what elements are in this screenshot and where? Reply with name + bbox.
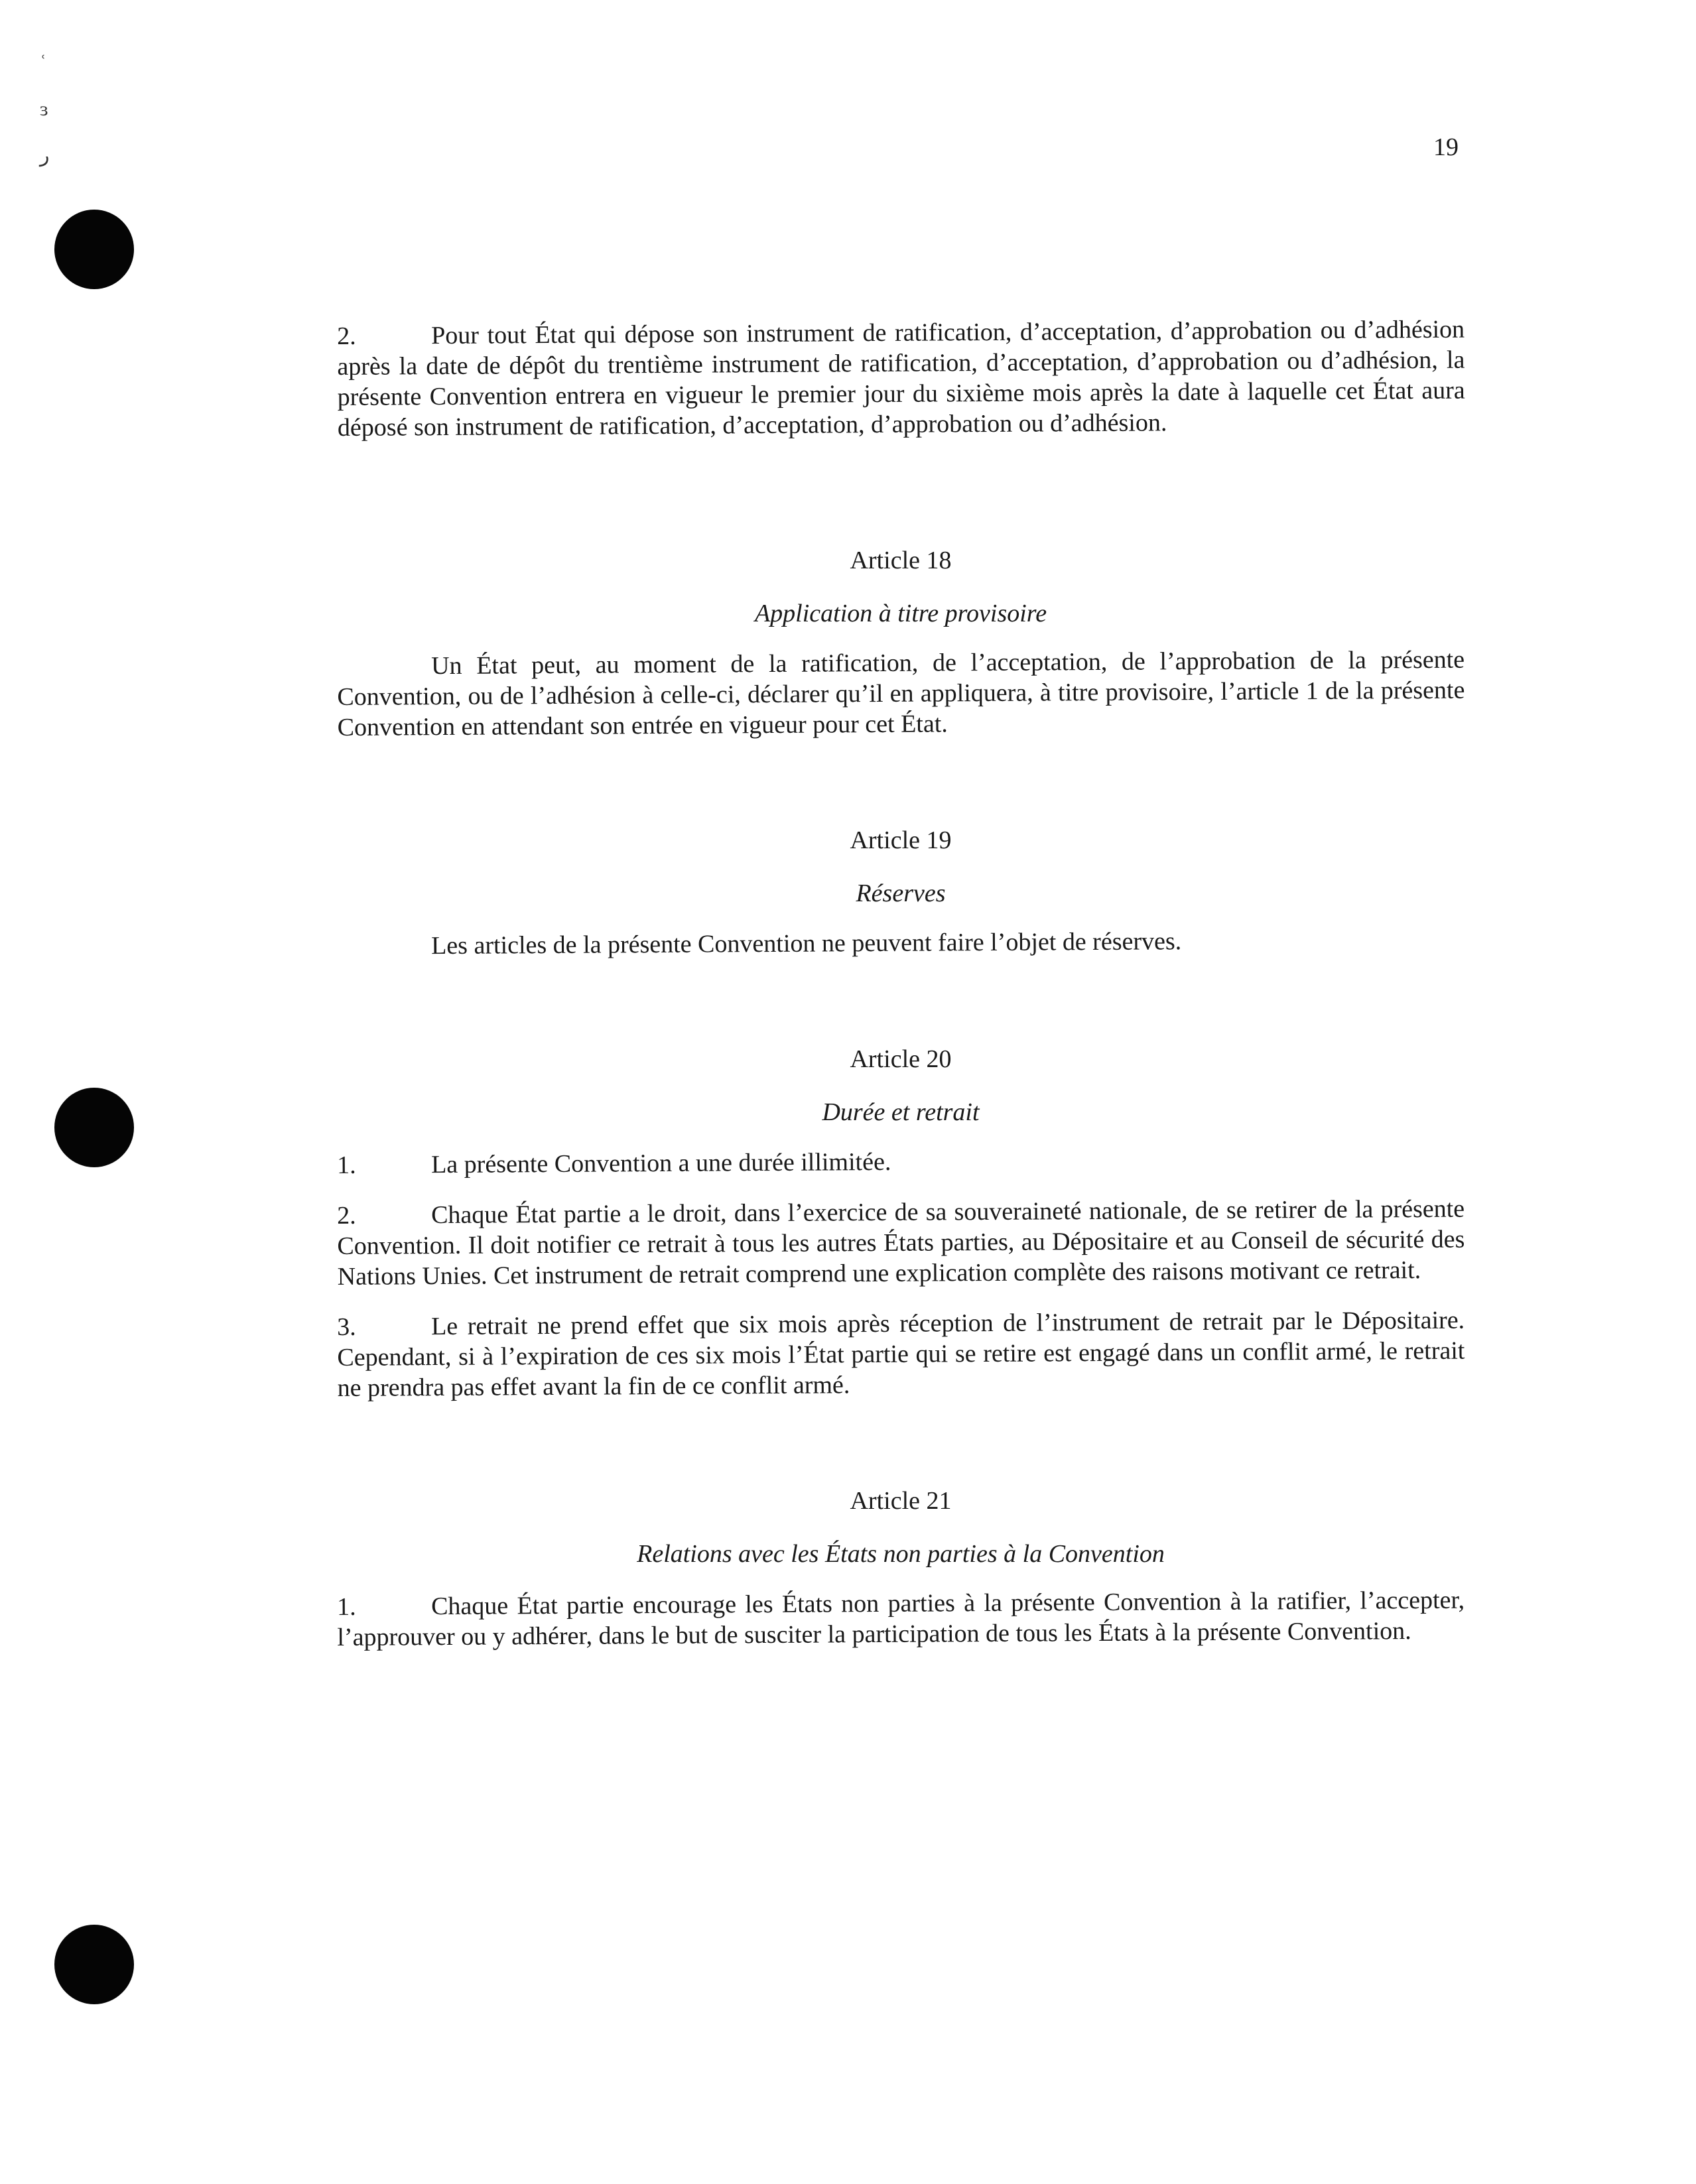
- article-heading: Article 19: [850, 826, 952, 854]
- paragraph-text: Le retrait ne prend effet que six mois après réception de l’instrument de retrait par le Dépositaire. Cependant, si à l’expiration de ces six mois l’État partie qui se retire est engagé dans un conflit armé, le retrait ne prendra pas effet avant la fin de ce conflit armé.: [337, 1306, 1465, 1402]
- paragraph: [337, 1194, 1465, 1292]
- article-title: Réserves: [856, 879, 946, 907]
- punch-hole: [54, 1925, 134, 2004]
- paragraph: [337, 1143, 1465, 1181]
- paragraph-number: 1.: [337, 1592, 356, 1621]
- paragraph-text: Chaque État partie encourage les États non parties à la présente Convention à la ratifier, l’accepter, l’approuver ou y adhérer, dans le but de susciter la participation de tous les États à la présente Convention.: [337, 1586, 1465, 1651]
- article-title: Application à titre provisoire: [754, 600, 1047, 627]
- paragraph-text: Chaque État partie a le droit, dans l’exercice de sa souveraineté nationale, de se retirer de la présente Convention. Il doit notifier ce retrait à tous les autres États parties, au Dépositaire et au Conseil de sécurité des Nations Unies. Cet instrument de retrait comprend une explication complète des raisons motivant ce retrait.: [337, 1194, 1465, 1291]
- paragraph-text: La présente Convention a une durée illimitée.: [431, 1147, 891, 1179]
- paragraph: [337, 1585, 1465, 1653]
- paragraph: [337, 925, 1465, 962]
- paragraph-text: Pour tout État qui dépose son instrument de ratification, d’acceptation, d’approbation ou d’adhésion après la date de dépôt du trentième instrument de ratification, d’acceptation, d’approbation ou d’adhésion, la présente Convention entrera en vigueur le premier jour du sixième mois après la date à laquelle cet État aura déposé son instrument de ratification, d’acceptation, d’approbation ou d’adhésion.: [337, 315, 1465, 442]
- article-heading: Article 21: [850, 1487, 952, 1515]
- margin-mark: ر: [40, 145, 50, 166]
- punch-hole: [54, 1088, 134, 1167]
- margin-mark: ɜ: [40, 98, 48, 120]
- page-number: 19: [1433, 133, 1459, 161]
- punch-hole: [54, 210, 134, 289]
- paragraph-number: 2.: [337, 1201, 356, 1230]
- document-body: [337, 315, 1465, 1653]
- paragraph: [337, 645, 1465, 743]
- margin-mark: ʿ: [40, 52, 46, 74]
- paragraph: [337, 314, 1465, 443]
- paragraph-text: Les articles de la présente Convention ne peuvent faire l’objet de réserves.: [431, 927, 1182, 960]
- article-title: Durée et retrait: [822, 1098, 980, 1126]
- paragraph: [337, 1305, 1465, 1403]
- article-heading: Article 18: [850, 546, 952, 574]
- paragraph-number: 1.: [337, 1151, 356, 1179]
- paragraph-text: Un État peut, au moment de la ratification, de l’acceptation, de l’approbation de la présente Convention, ou de l’adhésion à celle-ci, déclarer qu’il en appliquera, à titre provisoire, l’article 1 de la présente Convention en attendant son entrée en vigueur pour cet État.: [337, 645, 1465, 741]
- paragraph-number: 2.: [337, 322, 356, 350]
- article-title: Relations avec les États non parties à la Convention: [637, 1540, 1165, 1568]
- article-heading: Article 20: [850, 1045, 952, 1073]
- paragraph-number: 3.: [337, 1313, 356, 1341]
